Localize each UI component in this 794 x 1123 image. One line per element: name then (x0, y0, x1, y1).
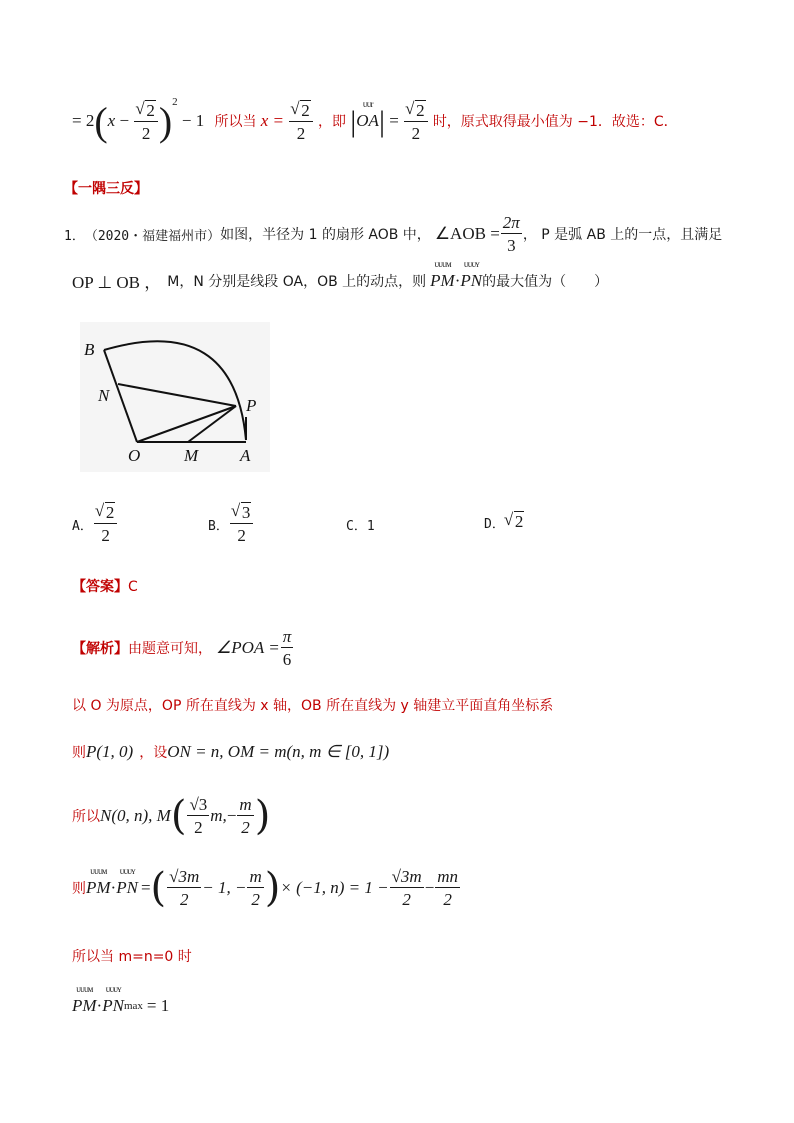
vector-OA: ᴜᴜr OA (356, 98, 379, 130)
sector-figure (80, 322, 270, 472)
answer-tag: 【答案】 (72, 579, 128, 595)
label-B: B (84, 340, 95, 359)
option-D[interactable]: D． √ 2 (484, 512, 524, 532)
analysis-line-1: 【解析】 由题意可知， ∠POA = $\frac{\pi}{6}$ (72, 627, 292, 669)
option-C[interactable]: C．1 (346, 519, 375, 534)
analysis-line-2: 以 O 为原点，OP 所在直线为 x 轴，OB 所在直线为 y 轴建立平面直角坐标系 (72, 698, 554, 714)
eq-start: = 2 (72, 110, 95, 130)
solution-line-1: = 2(x − √ $\frac{2}{2}$ )$^2$ − 1 所以当 x = √ $\frac{2}{2}$ ，即 | ᴜᴜr OA| = √ $\frac{2}{2}$ 时，原式取得最小值为 −1．故选：C． (72, 102, 678, 142)
analysis-line-7: ᴜᴜᴜᴍ PM · ᴜᴜᴜʏ PN max = 1 (72, 984, 170, 1015)
vector-PN: ᴜᴜᴜʏ PN (460, 258, 483, 290)
analysis-line-3: 则 P(1, 0) ，设 ON = n, OM = m (n, m ∈ [0, 1]) (72, 742, 390, 761)
answer-line (72, 576, 138, 596)
fraction-sqrt2-over-2: √ $\frac{2}{2}$ (134, 102, 158, 142)
answer-value: C (128, 579, 138, 595)
label-N: N (98, 386, 110, 405)
analysis-tag: 【解析】 (72, 641, 128, 657)
option-B[interactable]: B． √ $\frac{3}{2}$ (208, 504, 254, 544)
vector-PM: ᴜᴜᴜᴍ PM (430, 258, 455, 290)
label-M: M (184, 446, 199, 465)
problem-line-2: OP ⊥ OB ， M，N 分别是线段 OA，OB 上的动点，则 ᴜᴜᴜᴍ PM · ᴜᴜᴜʏ PN 的最大值为（ ） (72, 258, 609, 292)
analysis-line-6: 所以当 m=n=0 时 (72, 949, 192, 965)
fraction-2pi-over-3: $\frac{2\pi}{3}$ (502, 213, 520, 255)
section-title: 【一隅三反】 (64, 181, 148, 197)
option-A[interactable]: A． √ $\frac{2}{2}$ (72, 504, 118, 544)
analysis-line-4: 所以 N(0, n), M ( $\frac{√3}{2}$ m, − $\frac{m}{2}$ ) (72, 793, 271, 839)
problem-line-1: 1． （2020・福建福州市） 如图，半径为 1 的扇形 AOB 中， ∠AOB = $\frac{2\pi}{3}$ ， P 是弧 AB 上的一点，且满足 (64, 213, 723, 255)
analysis-line-5: 则 ᴜᴜᴜᴍ PM · ᴜᴜᴜʏ PN = ( $\frac{√3m}{2}$ − 1, − $\frac{m}{2}$ ) × (−1, n) = 1 − $\frac{√3m}{2}$ − $\frac{mn}{2}$ (72, 865, 459, 911)
label-A: A (240, 446, 251, 465)
label-P: P (246, 396, 257, 415)
label-O: O (128, 446, 141, 465)
